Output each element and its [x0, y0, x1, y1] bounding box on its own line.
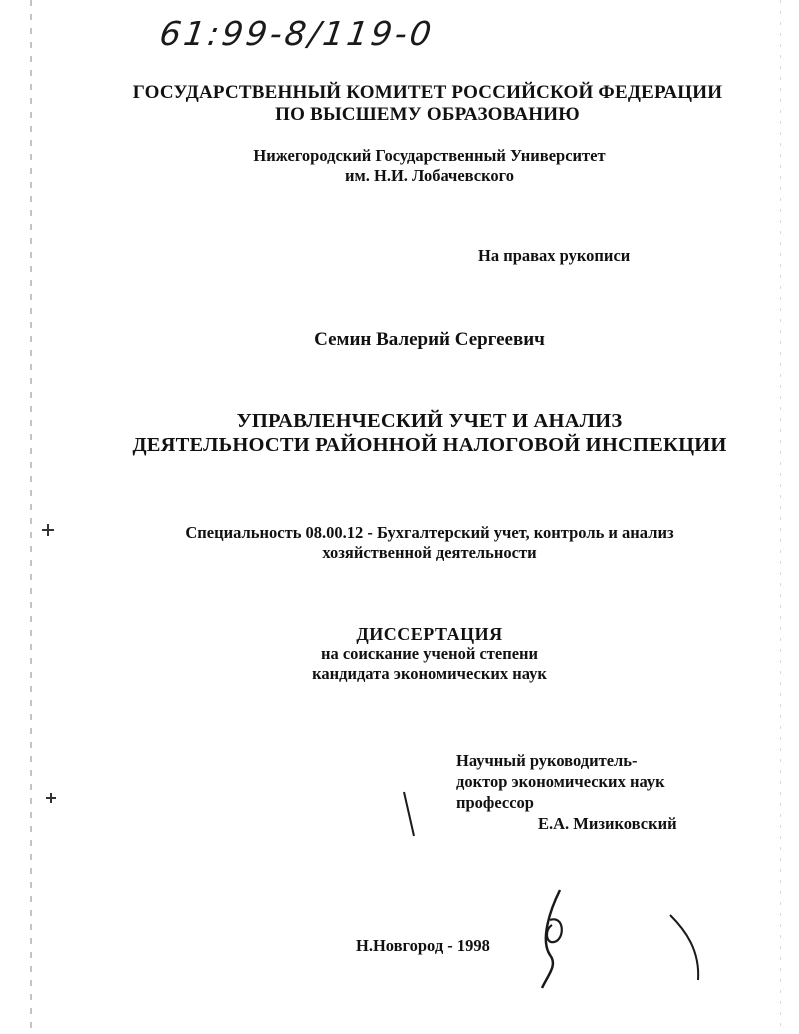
degree-line-1: на соискание ученой степени	[320, 644, 539, 663]
university-heading	[30, 146, 799, 186]
ministry-line-1: ГОСУДАРСТВЕННЫЙ КОМИТЕТ РОССИЙСКОЙ ФЕДЕРАЦИИ	[132, 82, 723, 103]
title-line-2: ДЕЯТЕЛЬНОСТИ РАЙОННОЙ НАЛОГОВОЙ ИНСПЕКЦИИ	[132, 434, 727, 456]
supervisor-block	[456, 750, 677, 834]
handwritten-signature	[520, 870, 720, 990]
dissertation-block	[30, 624, 799, 684]
university-line-1: Нижегородский Государственный Университет	[253, 146, 606, 165]
specialty-block	[30, 523, 799, 563]
supervisor-name: Е.А. Мизиковский	[538, 814, 677, 833]
scan-speck-2	[44, 790, 60, 806]
dissertation-heading: ДИССЕРТАЦИЯ	[356, 624, 503, 644]
author-name: Семин Валерий Сергеевич	[314, 329, 545, 350]
specialty-line-2: хозяйственной деятельности	[322, 543, 537, 562]
title-line-1: УПРАВЛЕНЧЕСКИЙ УЧЕТ И АНАЛИЗ	[236, 410, 623, 432]
degree-line-2: кандидата экономических наук	[312, 664, 547, 683]
dissertation-title	[30, 409, 799, 457]
specialty-line-1: Специальность 08.00.12 - Бухгалтерский учет, контроль и анализ	[185, 523, 674, 542]
ministry-line-2: ПО ВЫСШЕМУ ОБРАЗОВАНИЮ	[275, 104, 580, 125]
archive-code-handwritten: 61:99-8/119-0	[157, 14, 437, 53]
manuscript-rights-note: На правах рукописи	[478, 246, 631, 265]
supervisor-degree: доктор экономических наук	[456, 772, 665, 791]
city-year: Н.Новгород - 1998	[356, 936, 490, 955]
supervisor-rank: профессор	[456, 793, 534, 812]
ministry-heading	[28, 82, 799, 126]
supervisor-role: Научный руководитель-	[456, 751, 638, 770]
scan-speck	[40, 520, 60, 540]
pen-mark	[400, 790, 420, 840]
university-line-2: им. Н.И. Лобачевского	[345, 166, 514, 185]
